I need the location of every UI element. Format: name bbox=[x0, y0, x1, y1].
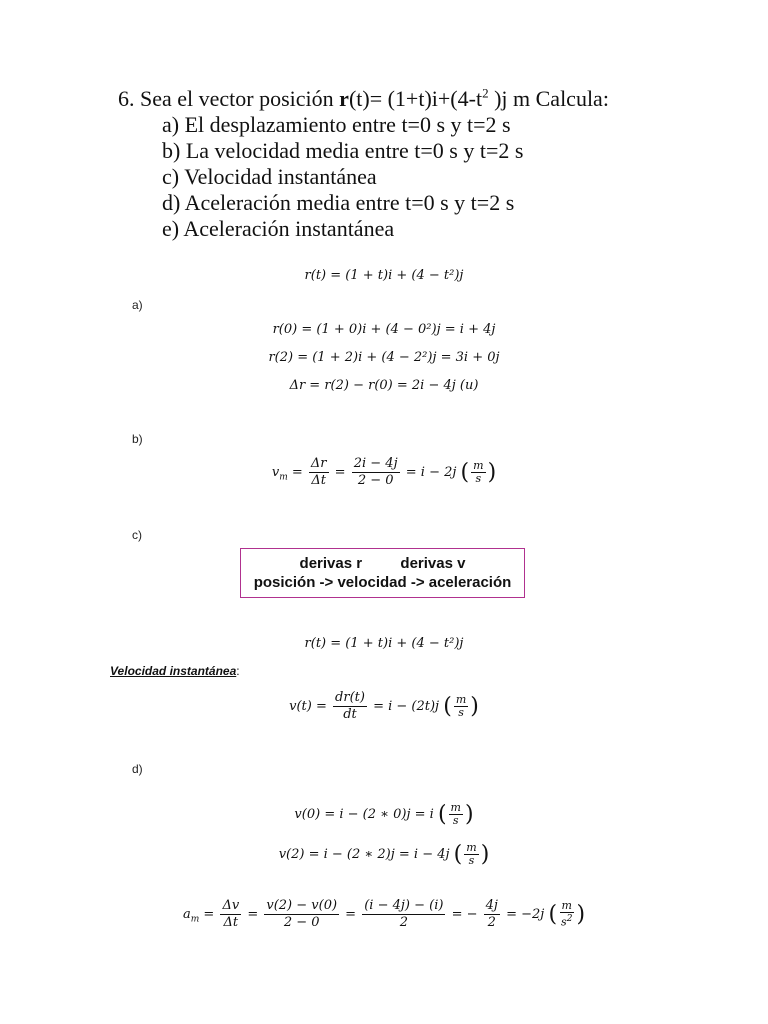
fraction-dv-dt bbox=[220, 898, 241, 931]
vm-equals: = bbox=[291, 465, 303, 480]
unit-den-s: s bbox=[561, 915, 567, 929]
label-b: b) bbox=[132, 432, 143, 446]
unit-denominator: s bbox=[475, 472, 482, 485]
fraction-numerator: Δr bbox=[310, 456, 327, 471]
equation-r-t: r(t) = (1 + t)i + (4 − t²)j bbox=[304, 268, 464, 283]
header-mid: (t)= (1+t)i+(4-t bbox=[348, 86, 483, 111]
label-d: d) bbox=[132, 762, 143, 776]
fraction-4j-over-2 bbox=[484, 898, 500, 931]
equation-r2: r(2) = (1 + 2)i + (4 − 2²)j = 3i + 0j bbox=[268, 350, 500, 365]
derivation-box-line1 bbox=[241, 554, 524, 573]
am-symbol: a bbox=[182, 907, 191, 922]
fraction-denominator: Δt bbox=[223, 915, 239, 930]
unit-denominator: s bbox=[452, 814, 459, 827]
label-c: c) bbox=[132, 528, 142, 542]
problem-item-d: d) Aceleración media entre t=0 s y t=2 s bbox=[162, 190, 515, 215]
equation-r-t-repeat: r(t) = (1 + t)i + (4 − t²)j bbox=[304, 636, 464, 651]
vm-result: = i − 2j bbox=[405, 465, 457, 480]
equation-v0 bbox=[0, 802, 768, 827]
equation-delta-r: Δr = r(2) − r(0) = 2i − 4j (u) bbox=[289, 378, 479, 393]
problem-statement bbox=[118, 86, 609, 242]
derivation-box bbox=[240, 548, 525, 598]
fraction-denominator: 2 − 0 bbox=[283, 915, 320, 930]
problem-item-b: b) La velocidad media entre t=0 s y t=2 s bbox=[162, 138, 524, 163]
problem-item-e: e) Aceleración instantánea bbox=[162, 216, 395, 241]
unit-m-per-s: ( $\frac{m}{s}$ ) bbox=[443, 693, 479, 719]
unit-numerator: m bbox=[450, 801, 461, 814]
unit-m-per-s: ( $\frac{m}{s}$ ) bbox=[453, 841, 490, 867]
problem-item-a: a) El desplazamiento entre t=0 s y t=2 s bbox=[162, 112, 511, 137]
problem-item-c: c) Velocidad instantánea bbox=[162, 164, 377, 189]
header-vector-r: r bbox=[339, 86, 349, 111]
fraction-denominator: dt bbox=[343, 707, 357, 722]
unit-numerator: m bbox=[466, 841, 477, 854]
unit-denominator bbox=[559, 913, 574, 929]
fraction-denominator: 2 bbox=[487, 915, 496, 930]
problem-header bbox=[118, 86, 609, 112]
fraction-numerator: 2i − 4j bbox=[353, 456, 398, 471]
header-exponent: 2 bbox=[482, 85, 489, 101]
unit-numerator: m bbox=[561, 899, 572, 913]
unit-denominator: s bbox=[458, 706, 464, 719]
v2-text: v(2) = i − (2 ∗ 2)j = i − 4j bbox=[278, 847, 450, 862]
am-subscript: m bbox=[190, 914, 200, 925]
header-prefix: 6. Sea el vector posición bbox=[118, 86, 340, 111]
equation-v-t bbox=[0, 690, 768, 723]
fraction-denominator: 2 − 0 bbox=[357, 473, 394, 488]
box-derivas-r: derivas r bbox=[299, 555, 363, 572]
velocity-label-colon: : bbox=[236, 664, 240, 678]
equation-vm bbox=[0, 456, 768, 489]
unit-den-exponent: 2 bbox=[566, 914, 573, 925]
unit-m-per-s: ( $\frac{m}{s}$ ) bbox=[437, 801, 474, 827]
unit-numerator: m bbox=[473, 459, 484, 472]
fraction-dr-dt bbox=[309, 456, 329, 489]
header-suffix: )j m Calcula: bbox=[488, 86, 609, 111]
vt-result: = i − (2t)j bbox=[373, 699, 440, 714]
velocity-label bbox=[110, 664, 240, 678]
unit-m-per-s: ( $\frac{m}{s}$ ) bbox=[460, 459, 497, 485]
v0-text: v(0) = i − (2 ∗ 0)j = i bbox=[294, 807, 434, 822]
unit-numerator: m bbox=[455, 693, 467, 706]
fraction-vector-difference bbox=[362, 898, 445, 931]
fraction-v-difference bbox=[264, 898, 339, 931]
vm-equals-2: = bbox=[334, 465, 346, 480]
vm-symbol: v bbox=[271, 465, 280, 480]
derivation-box-line2: posición -> velocidad -> aceleración bbox=[253, 574, 512, 591]
fraction-numerator: (i − 4j) − (i) bbox=[364, 898, 444, 913]
equation-am: $a_m$ = $\frac{\Delta v}{\Delta t}$ = $\frac{v(2) - v(0)}{2 - 0}$ = $\frac{(i - 4j) - (i)}{2}$ = − $\frac{4j}{2}$ = −2j ( $\frac{m}{s^2}$ ) bbox=[182, 898, 586, 930]
vm-subscript: m bbox=[279, 472, 288, 483]
fraction-numerator: dr(t) bbox=[335, 690, 365, 705]
equation-v2 bbox=[0, 842, 768, 867]
fraction-numerator: 4j bbox=[485, 898, 498, 913]
fraction-displacement bbox=[352, 456, 400, 489]
label-a: a) bbox=[132, 298, 143, 312]
box-derivas-v: derivas v bbox=[400, 555, 466, 572]
fraction-denominator: 2 bbox=[399, 915, 408, 930]
unit-denominator: s bbox=[468, 854, 475, 867]
vt-lhs: v(t) = bbox=[289, 699, 327, 714]
fraction-denominator: Δt bbox=[311, 473, 327, 488]
fraction-numerator: Δv bbox=[222, 898, 240, 913]
equation-r0: r(0) = (1 + 0)i + (4 − 0²)j = i + 4j bbox=[272, 322, 496, 337]
am-result: = −2j bbox=[506, 907, 545, 922]
fraction-numerator: v(2) − v(0) bbox=[266, 898, 338, 913]
velocity-label-text: Velocidad instantánea bbox=[110, 664, 237, 678]
unit-m-per-s2: ( $\frac{m}{s^2}$ ) bbox=[548, 899, 586, 929]
fraction-dr-dt-derivative bbox=[333, 690, 367, 723]
